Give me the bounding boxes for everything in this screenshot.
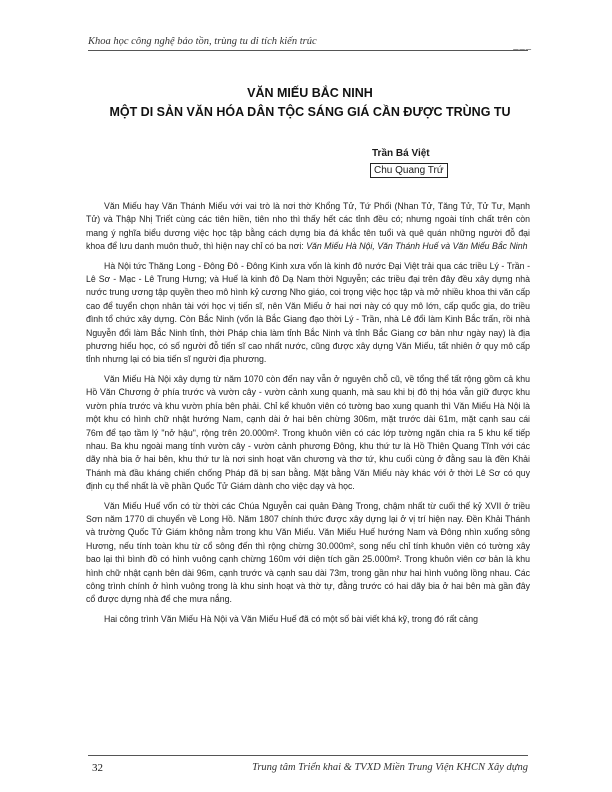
footer-rule	[88, 755, 528, 756]
header-dash: ___	[513, 40, 532, 51]
body-paragraph: Văn Miếu Huế vốn có từ thời các Chúa Nguyễn cai quản Đàng Trong, chậm nhất từ cuối thế kỷ XVII ở triều Sơn năm 1770 di chuyển về Long Hồ. Năm 1807 chính thức được xây dựng lại ở vị trí hiện nay. Đền Khải Thánh và trường Quốc Tử Giám không nằm trong khu Văn Miếu. Văn Miếu Huế hướng Nam và Đông nhìn xuống sông Hương, nếu tính toàn khu từ cổ sông đến thì rộng chừng 30.000m², song nếu chỉ tính khuôn viên có tường xây bao lại thì bình đồ có hình vuông cạnh chừng 160m với diện tích gần 25.000m². Trong khuôn viên cơ bản là khu hình chữ nhật cạnh bên dài 96m, cạnh trước và cạnh sau dài 73m, trong gần như hai hình vuông lồng nhau. Các công trình chính ở hình vuông trong là khu sinh hoạt và thờ tự, đằng trước có hai dãy bia ở hai bên mà gần đây cổ được dựng nhà để che mưa nắng.	[86, 500, 530, 605]
body-paragraph: Văn Miếu Hà Nội xây dựng từ năm 1070 còn đến nay vẫn ở nguyên chỗ cũ, về tổng thể tất rộng gồm cả khu Hồ Văn Chương ở phía trước và vườn cây - vườn cảnh xung quanh, mà sau khi bị đô thị hóa vẫn giữ được khu vườn phía trước và khu vườn phía bên phải. Chỉ kể khuôn viên có tường bao xung quanh thì Văn Miếu Hà Nội là một khu có hình chữ nhật hướng Nam, cạnh dài ở hai bên chừng 306m, mặt trước dài 61m, mặt cạnh sau cái 76m để tạo tầm lý "nở hậu", rộng trên 20.000m². Trong khuôn viên có các lớp tường ngăn chia ra 5 khu kế tiếp nhau. Ba khu ngoài mang tính vườn cây - vườn cảnh phương Đông, khu thứ tư là Hồ Thiên Quang Tĩnh với các dãy nhà bia ở hai bên, khu thứ tư là nơi sinh hoạt văn chương và thơ tứ, khu cuối cùng ở đằng sau là đền Khải Thánh mà đầu kháng chiến chống Pháp đã bị san bằng. Mặt bằng Văn Miếu này khác với ở thời Lê Sơ có quy định cụ thể nhất là về phần Quốc Tử Giám dành cho việc dạy và học.	[86, 373, 530, 492]
emphasized-place-names: Văn Miếu Hà Nội, Văn Thánh Huế và Văn Miếu Bắc Ninh	[306, 241, 528, 252]
article-title-line1: VĂN MIẾU BẮC NINH	[247, 86, 373, 100]
body-paragraph	[86, 200, 530, 254]
paragraph-text: Văn Miếu hay Văn Thánh Miếu với vai trò là nơi thờ Khổng Tử, Tứ Phối (Nhan Tử, Tăng Tử, Tử Tư, Mạnh Tử) và Thập Nhị Triết cùng các tiên hiền, tiên nho thì thấy hết các tỉnh đều có; nhưng ngoài tính chất trên còn mang ý nghĩa biểu dương việc học tập bằng cách dựng bia đá khắc tên tuổi và quê quán những người đỗ đại khoa để lưu danh muôn thuở, thì hiện nay chỉ có ba nơi:	[86, 201, 530, 252]
body-paragraph: Hai công trình Văn Miếu Hà Nội và Văn Miếu Huế đã có một số bài viết khá kỹ, trong đó rất cảng	[104, 613, 479, 624]
footer-publisher: Trung tâm Triển khai & TVXD Miền Trung Viện KHCN Xây dựng	[252, 762, 528, 773]
author-name: Chu Quang Trứ	[370, 163, 448, 178]
header-rule	[88, 50, 528, 51]
article-body	[86, 200, 530, 632]
author-name: Trần Bá Việt	[372, 148, 430, 159]
running-header	[88, 36, 532, 51]
body-paragraph: Hà Nội tức Thăng Long - Đông Đô - Đông Kinh xưa vốn là kinh đô nước Đại Việt trải qua các triều Lý - Trần - Lê Sơ - Mạc - Lê Trung Hưng; và Huế là kinh đô Dạ Nam thời Nguyễn; các triều đại trên đây đều xây dựng nhà nước trung ương tập quyền theo mô hình kỷ cương Nho giáo, coi trọng việc học tập và mở nhiều khoa thi văn cấp cao để tuyển chọn nhân tài với học vị tiến sĩ, nên Văn Miếu ở hai nơi này có quy mô lớn, cấp quốc gia, do triều đình tổ chức xây dựng. Còn Bắc Ninh (vốn là Bắc Giang đạo thời Lý - Trần, nhà Lê đổi làm Kinh Bắc trấn, rồi nhà Nguyễn đổi làm Bắc Ninh tỉnh, thời Pháp chia làm tỉnh Bắc Ninh và tỉnh Bắc Giang cơ bản như ngày nay) là địa phương hiếu học, có số người đỗ tiến sĩ cao nhất nước, cũng được xây dựng Văn Miếu, tất nhiên ở quy mô cấp tỉnh nhưng lại có bia tiến sĩ người địa phương.	[86, 260, 530, 365]
article-title-line2: MỘT DI SẢN VĂN HÓA DÂN TỘC SÁNG GIÁ CẦN ĐƯỢC TRÙNG TU	[109, 105, 511, 119]
running-title: Khoa học công nghệ bảo tồn, trùng tu di tích kiến trúc	[88, 36, 317, 47]
page-number: 32	[92, 762, 103, 774]
